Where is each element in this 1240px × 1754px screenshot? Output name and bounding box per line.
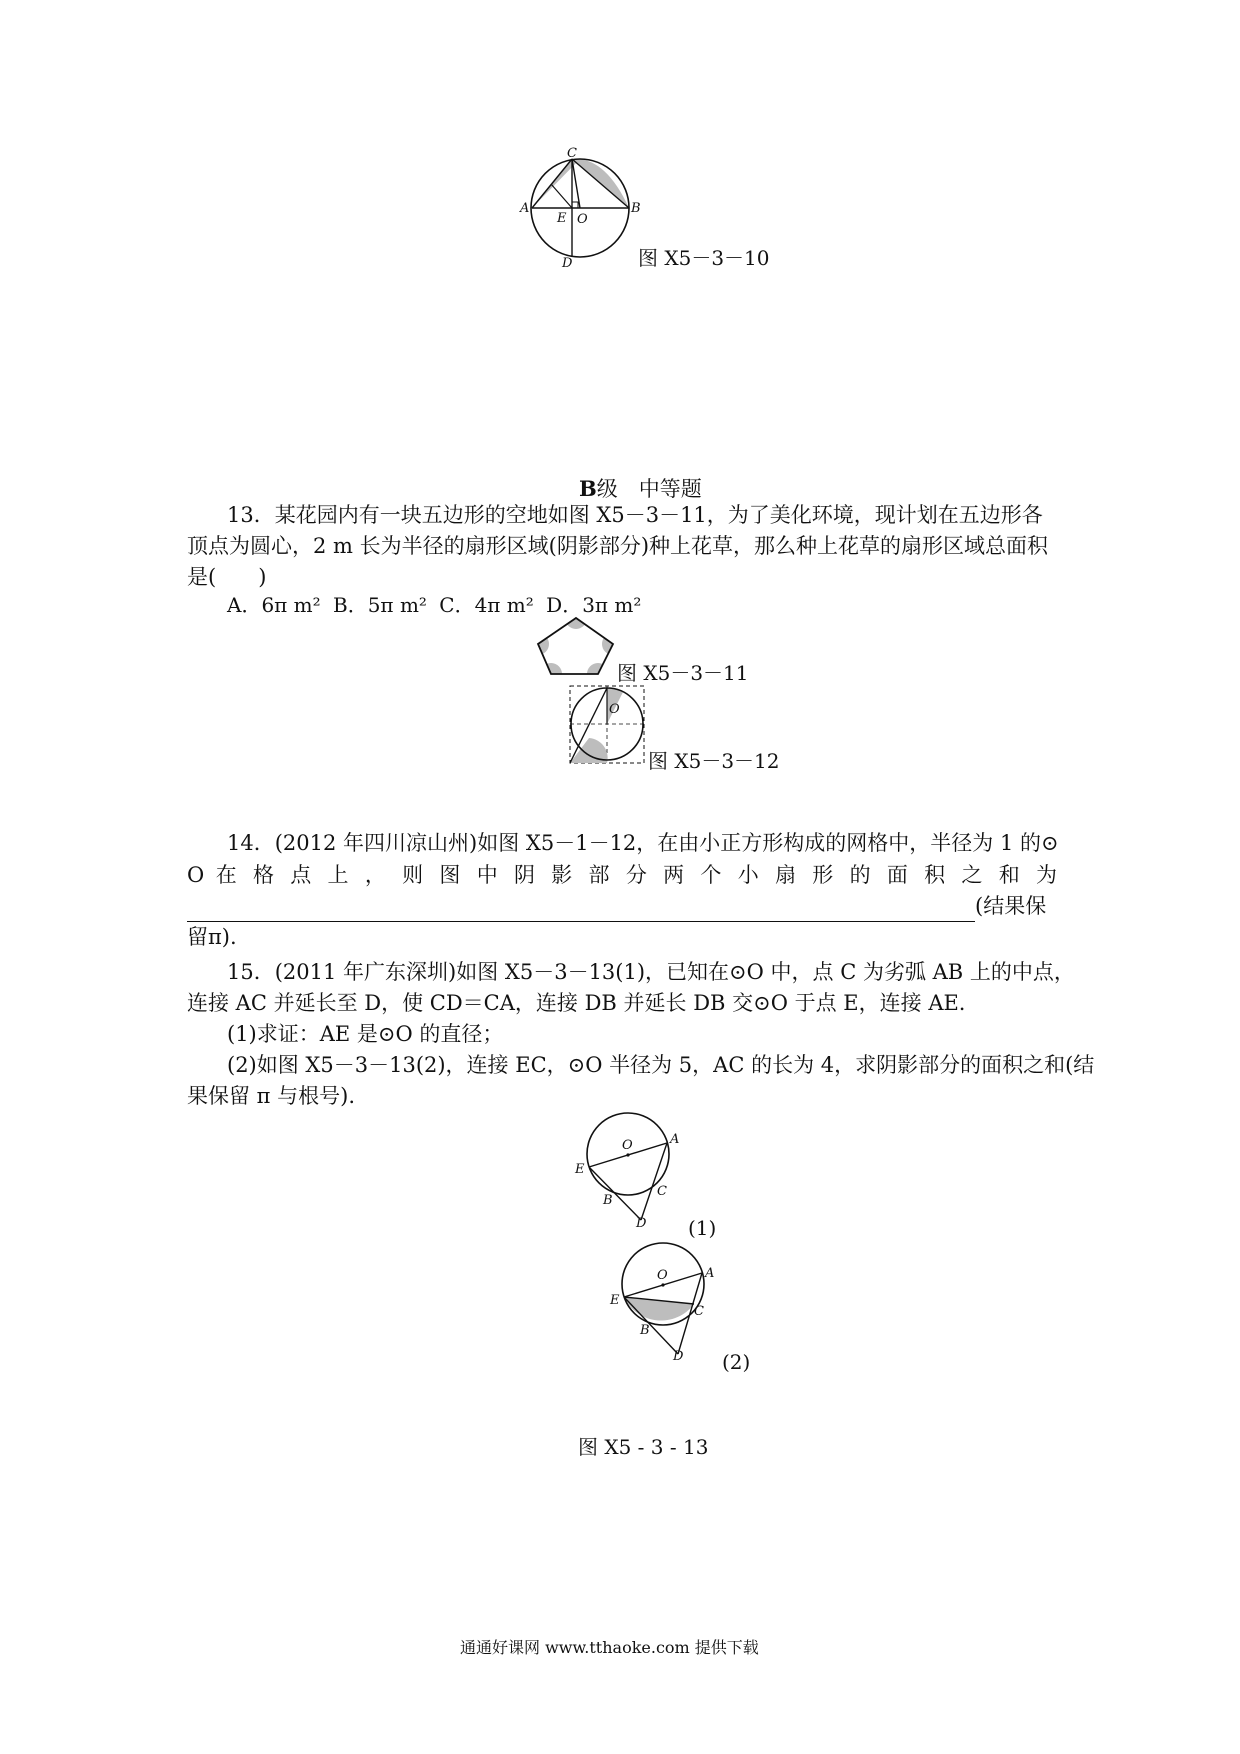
- section-level: B: [579, 476, 597, 501]
- option-d: D．3π m²: [546, 593, 642, 617]
- page-footer: 通通好课网 www.tthaoke.com 提供下载: [460, 1638, 759, 1657]
- label-o: O: [609, 702, 620, 717]
- label-c: C: [567, 146, 577, 161]
- figure-13-sub-2-label: (2): [722, 1350, 751, 1374]
- label-d: D: [562, 256, 573, 271]
- question-13-line-1: 13．某花园内有一块五边形的空地如图 X5－3－11，为了美化环境，现计划在五边形各: [227, 503, 1043, 527]
- question-15-part-2-line-1: (2)如图 X5－3－13(2)，连接 EC，⊙O 半径为 5，AC 的长为 4，求阴影部分的面积之和(结: [227, 1053, 1095, 1077]
- figure-x5-3-10-caption: 图 X5－3－10: [638, 246, 770, 270]
- label-b: B: [603, 1193, 613, 1208]
- label-a: A: [705, 1266, 715, 1281]
- question-14-tail: (结果保: [975, 894, 1047, 918]
- question-15-part-1: (1)求证：AE 是⊙O 的直径；: [227, 1022, 504, 1046]
- question-15-line-2: 连接 AC 并延长至 D，使 CD＝CA，连接 DB 并延长 DB 交⊙O 于点 E，连接 AE.: [187, 991, 966, 1015]
- label-o: O: [657, 1268, 668, 1283]
- question-14-line-3: [187, 891, 1057, 922]
- figure-x5-3-12-caption: 图 X5－3－12: [648, 749, 780, 773]
- figure-x5-3-13-2: [600, 1238, 715, 1364]
- question-14-line-2: O 在 格 点 上 ， 则 图 中 阴 影 部 分 两 个 小 扇 形 的 面 积 之 和 为: [187, 863, 1057, 887]
- figure-13-sub-1-label: (1): [688, 1216, 717, 1240]
- figure-13-2-drawing: [600, 1238, 715, 1364]
- label-d: D: [636, 1216, 647, 1231]
- question-14-line-1: 14．(2012 年四川凉山州)如图 X5－1－12，在由小正方形构成的网格中，半径为 1 的⊙: [227, 831, 1059, 855]
- label-b: B: [631, 201, 641, 216]
- option-a: A．6π m²: [227, 593, 321, 617]
- label-e: E: [575, 1162, 585, 1177]
- label-o: O: [622, 1138, 633, 1153]
- label-c: C: [694, 1304, 704, 1319]
- option-b: B．5π m²: [333, 593, 427, 617]
- label-e: E: [557, 211, 567, 226]
- label-b: B: [640, 1323, 650, 1338]
- label-c: C: [657, 1184, 667, 1199]
- label-d: D: [673, 1349, 684, 1364]
- figure-x5-3-11-caption: 图 X5－3－11: [617, 661, 749, 685]
- pentagon-drawing: [535, 615, 617, 677]
- figure-x5-3-12: [567, 683, 647, 767]
- figure-x5-3-11: [535, 615, 617, 677]
- answer-blank[interactable]: [187, 899, 975, 922]
- question-15-part-2-line-2: 果保留 π 与根号).: [187, 1084, 356, 1108]
- section-heading: [579, 473, 702, 503]
- question-14-line-4: 留π).: [187, 925, 237, 949]
- section-title: 级 中等题: [596, 477, 702, 501]
- label-a: A: [670, 1132, 680, 1147]
- label-a: A: [520, 201, 530, 216]
- option-c: C．4π m²: [439, 593, 534, 617]
- figure-x5-3-13-1: [573, 1109, 683, 1231]
- question-13-options: [227, 589, 647, 618]
- question-15-line-1: 15．(2011 年广东深圳)如图 X5－3－13(1)，已知在⊙O 中，点 C 为劣弧 AB 上的中点，: [227, 960, 1075, 984]
- grid-circle-drawing: [567, 683, 647, 767]
- label-e: E: [610, 1293, 620, 1308]
- question-13-line-3: 是( ): [187, 565, 267, 589]
- question-13-line-2: 顶点为圆心，2 m 长为半径的扇形区域(阴影部分)种上花草，那么种上花草的扇形区域总面积: [187, 534, 1049, 558]
- figure-x5-3-13-caption: 图 X5 - 3 - 13: [578, 1435, 709, 1459]
- label-o: O: [577, 212, 588, 227]
- figure-13-1-drawing: [573, 1109, 683, 1231]
